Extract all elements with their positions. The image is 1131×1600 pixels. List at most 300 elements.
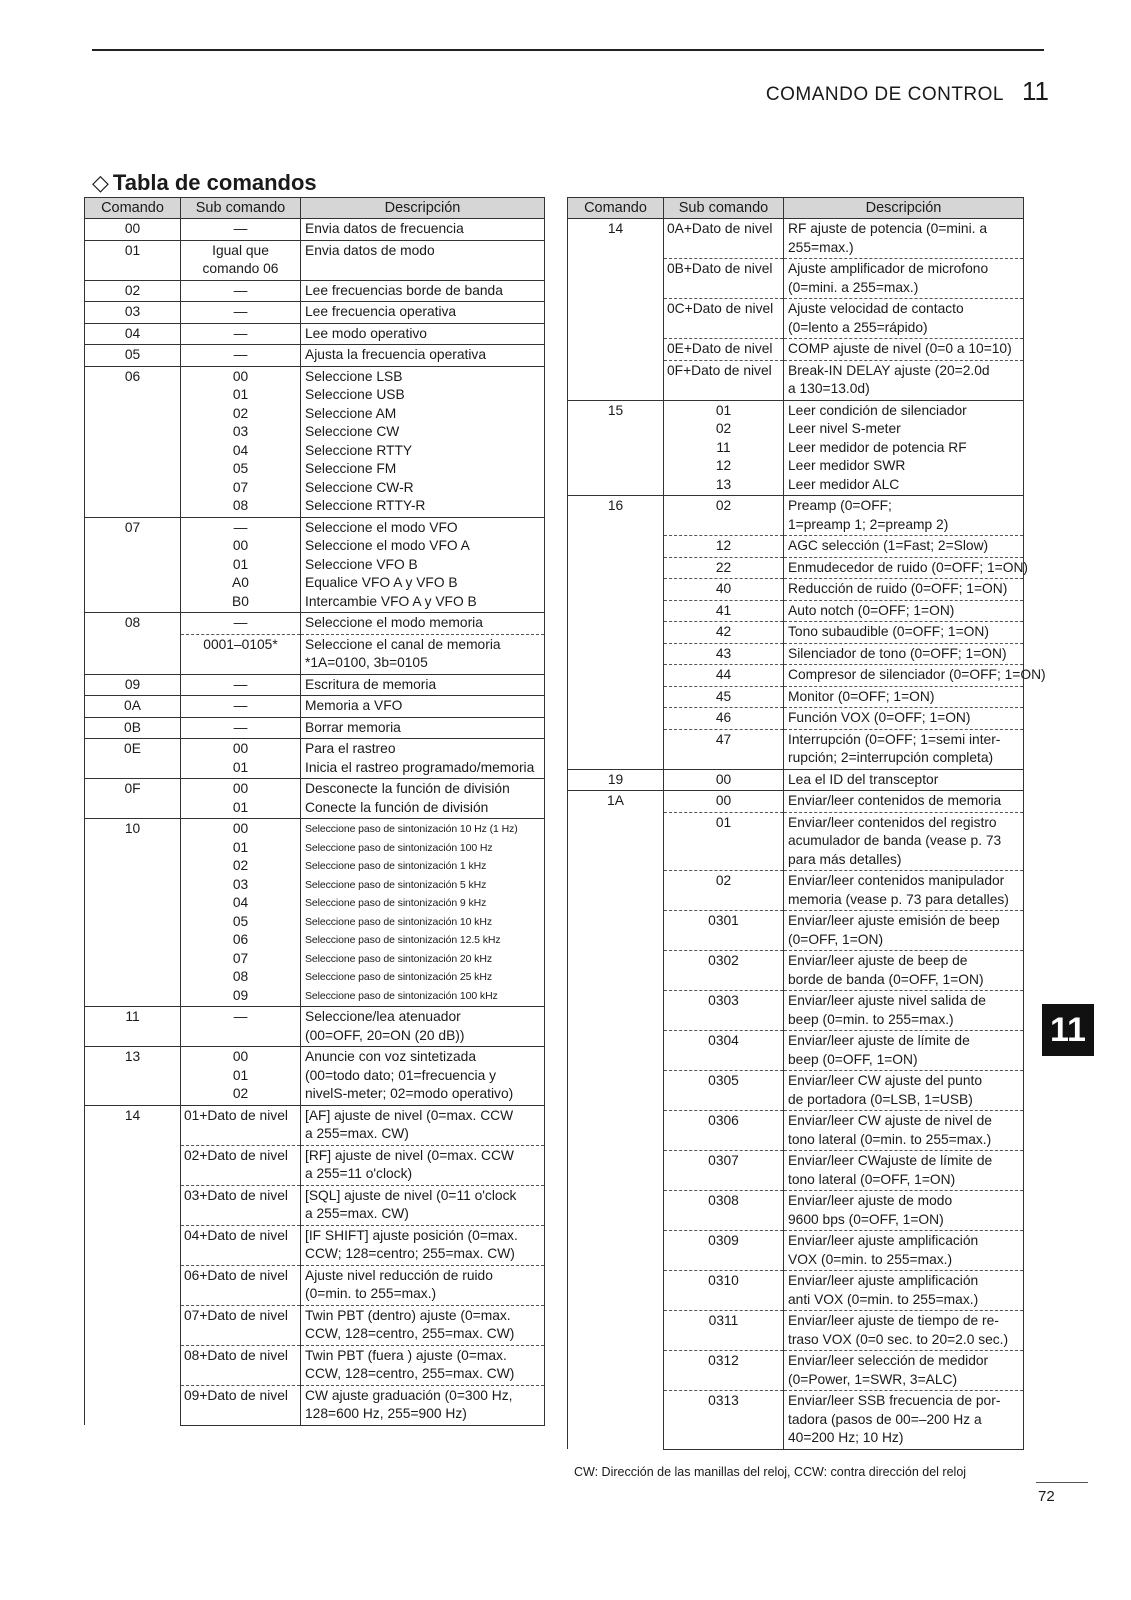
cell-line: a 255=max. CW) xyxy=(305,1126,409,1141)
description-cell xyxy=(784,400,1024,496)
cell-line: 06+Dato de nivel xyxy=(184,1267,288,1283)
cell-line: anti VOX (0=min. to 255=max.) xyxy=(788,1291,979,1307)
cell-line: Seleccione paso de sintonización 12.5 kHz xyxy=(305,934,501,946)
subcommand-cell xyxy=(181,1385,301,1425)
cell-line: (0=Power, 1=SWR, 3=ALC) xyxy=(788,1371,958,1387)
cell-line: — xyxy=(233,325,248,341)
table-row xyxy=(85,280,545,302)
cell-line: a 255=11 o'clock) xyxy=(305,1166,413,1181)
cell-line: Igual que xyxy=(212,242,269,258)
cell-line: Memoria a VFO xyxy=(305,698,403,713)
subcommand-cell xyxy=(664,1351,784,1391)
cell-line: [SQL] ajuste de nivel (0=11 o'clock xyxy=(305,1187,517,1203)
subcommand-cell xyxy=(181,613,301,635)
cell-line: Silenciador de tono (0=OFF; 1=ON) xyxy=(788,645,1007,661)
description-cell xyxy=(784,686,1024,708)
cell-line: 0310 xyxy=(708,1273,739,1288)
cell-line: Enviar/leer ajuste de beep de xyxy=(788,953,968,968)
subcommand-cell xyxy=(664,686,784,708)
cell-line: Seleccione paso de sintonización 100 kHz xyxy=(305,989,498,1002)
cell-line: 45 xyxy=(715,688,732,704)
description-cell xyxy=(784,871,1024,911)
cell-line: Monitor (0=OFF; 1=ON) xyxy=(788,688,935,704)
command-cell: 16 xyxy=(568,496,664,770)
cell-line: 42 xyxy=(715,624,732,639)
cell-line: Seleccione paso de sintonización 5 kHz xyxy=(305,878,487,891)
description-cell xyxy=(301,1007,545,1047)
cell-line: acumulador de banda (vease p. 73 xyxy=(788,833,1002,848)
subcommand-cell xyxy=(664,991,784,1031)
header-title: COMANDO DE CONTROL xyxy=(765,84,1004,105)
subcommand-cell xyxy=(664,579,784,601)
cell-line: Leer medidor SWR xyxy=(788,458,906,473)
subcommand-cell xyxy=(181,739,301,779)
cell-line: Lea el ID del transceptor xyxy=(788,771,939,787)
cell-line: 0303 xyxy=(708,993,739,1008)
cell-line: Enviar/leer CW ajuste del punto xyxy=(788,1073,983,1088)
description-cell xyxy=(301,345,545,367)
cell-line: Ajusta la frecuencia operativa xyxy=(305,347,486,362)
subcommand-cell xyxy=(181,1007,301,1047)
cell-line: 0301 xyxy=(708,913,739,928)
cell-line: 00 xyxy=(232,821,249,836)
cell-line: Enviar/leer SSB frecuencia de por- xyxy=(788,1393,1001,1408)
subcommand-cell xyxy=(664,622,784,644)
cell-line: 0B+Dato de nivel xyxy=(667,261,773,276)
description-cell xyxy=(784,259,1024,299)
command-cell: 1A xyxy=(568,791,664,1450)
subcommand-cell xyxy=(181,517,301,613)
cell-line: — xyxy=(233,347,248,362)
cell-line: Seleccione paso de sintonización 1 kHz xyxy=(305,860,487,872)
section-title xyxy=(92,170,317,196)
description-cell xyxy=(784,791,1024,813)
table-row xyxy=(85,674,545,696)
subcommand-cell xyxy=(181,323,301,345)
cell-line: memoria (vease p. 73 para detalles) xyxy=(788,891,1009,907)
column-header-description: Descripción xyxy=(784,198,1024,219)
cell-line: Envia datos de frecuencia xyxy=(305,221,464,236)
cell-line: 07 xyxy=(232,950,249,966)
cell-line: 04 xyxy=(232,895,249,910)
cell-line: Seleccione paso de sintonización 10 Hz (1 Hz) xyxy=(305,823,518,835)
subcommand-cell xyxy=(181,1265,301,1305)
table-row xyxy=(85,819,545,1007)
cell-line: Leer nivel S-meter xyxy=(788,421,901,436)
subcommand-cell xyxy=(181,240,301,280)
cell-line: Enviar/leer selección de medidor xyxy=(788,1353,989,1368)
cell-line: (0=OFF, 1=ON) xyxy=(788,931,884,947)
description-cell xyxy=(301,634,545,674)
description-cell xyxy=(784,991,1024,1031)
description-cell xyxy=(301,1047,545,1106)
table-row xyxy=(85,1105,545,1145)
subcommand-cell xyxy=(181,1185,301,1225)
table-row xyxy=(85,779,545,819)
cell-line: (00=OFF, 20=ON (20 dB)) xyxy=(305,1027,465,1043)
page-number: 72 xyxy=(1038,1488,1055,1505)
subcommand-cell xyxy=(664,496,784,536)
cell-line: CW ajuste graduación (0=300 Hz, xyxy=(305,1387,513,1403)
cell-line: Tono subaudible (0=OFF; 1=ON) xyxy=(788,624,989,639)
subcommand-cell xyxy=(181,280,301,302)
description-cell xyxy=(784,1271,1024,1311)
footnote: CW: Dirección de las manillas del reloj, CCW: contra dirección del reloj xyxy=(574,1465,967,1479)
cell-line: 08 xyxy=(232,498,249,513)
command-cell: 0E xyxy=(85,739,181,779)
description-cell xyxy=(301,674,545,696)
cell-line: 255=max.) xyxy=(788,239,854,255)
cell-line: Enviar/leer ajuste de tiempo de re- xyxy=(788,1313,999,1328)
subcommand-cell xyxy=(664,791,784,813)
command-cell: 09 xyxy=(85,674,181,696)
description-cell xyxy=(301,1145,545,1185)
description-cell xyxy=(784,1031,1024,1071)
cell-line: Seleccione VFO B xyxy=(305,556,418,572)
cell-line: 0001–0105* xyxy=(203,636,278,652)
cell-line: Seleccione USB xyxy=(305,387,405,402)
cell-line: 1=preamp 1; 2=preamp 2) xyxy=(788,516,949,532)
cell-line: Enviar/leer ajuste de límite de xyxy=(788,1033,970,1048)
cell-line: [RF] ajuste de nivel (0=max. CCW xyxy=(305,1147,514,1163)
cell-line: B0 xyxy=(232,593,249,609)
description-cell xyxy=(784,708,1024,730)
subcommand-cell xyxy=(664,259,784,299)
cell-line: 02 xyxy=(232,405,249,421)
table-row xyxy=(568,791,1024,813)
table-row xyxy=(85,366,545,517)
table-body-right xyxy=(568,219,1046,1450)
subcommand-cell xyxy=(181,779,301,819)
cell-line: 12 xyxy=(715,538,732,553)
subcommand-cell xyxy=(664,1191,784,1231)
cell-line: Leer condición de silenciador xyxy=(788,402,967,418)
cell-line: 00 xyxy=(715,771,732,787)
cell-line: CCW, 128=centro, 255=max. CW) xyxy=(305,1326,515,1341)
subcommand-cell xyxy=(664,729,784,769)
description-cell xyxy=(301,517,545,613)
cell-line: 0A+Dato de nivel xyxy=(667,221,773,236)
page-header xyxy=(766,76,1049,107)
cell-line: Seleccione LSB xyxy=(305,368,403,384)
description-cell xyxy=(784,951,1024,991)
cell-line: 11 xyxy=(716,439,731,455)
cell-line: Lee modo operativo xyxy=(305,325,427,341)
cell-line: 02 xyxy=(715,498,732,513)
cell-line: de portadora (0=LSB, 1=USB) xyxy=(788,1091,973,1107)
cell-line: 01 xyxy=(232,839,249,855)
cell-line: — xyxy=(233,519,248,535)
subcommand-cell xyxy=(664,1111,784,1151)
cell-line: Envia datos de modo xyxy=(305,242,435,258)
cell-line: Compresor de silenciador (0=OFF; 1=ON) xyxy=(788,667,1046,682)
cell-line: 0306 xyxy=(708,1113,739,1128)
cell-line: Reducción de ruido (0=OFF; 1=ON) xyxy=(788,581,1008,596)
cell-line: VOX (0=min. to 255=max.) xyxy=(788,1251,953,1267)
chapter-tab xyxy=(1042,1004,1094,1056)
cell-line: 0302 xyxy=(708,953,739,968)
cell-line: 0305 xyxy=(708,1073,739,1088)
description-cell xyxy=(784,812,1024,871)
cell-line: 06 xyxy=(232,932,249,947)
cell-line: Seleccione paso de sintonización 100 Hz xyxy=(305,841,493,854)
cell-line: Seleccione/lea atenuador xyxy=(305,1009,461,1024)
cell-line: Leer medidor ALC xyxy=(788,476,900,492)
subcommand-cell xyxy=(181,1345,301,1385)
cell-line: — xyxy=(233,698,248,713)
command-cell: 05 xyxy=(85,345,181,367)
cell-line: 01 xyxy=(232,556,249,572)
cell-line: Enviar/leer CW ajuste de nivel de xyxy=(788,1113,992,1128)
subcommand-cell xyxy=(664,536,784,558)
cell-line: Enviar/leer ajuste amplificación xyxy=(788,1233,979,1248)
command-cell: 08 xyxy=(85,613,181,675)
command-cell: 07 xyxy=(85,517,181,613)
table-row xyxy=(568,496,1024,536)
cell-line: Seleccione RTTY xyxy=(305,442,413,458)
column-header-command: Comando xyxy=(568,198,664,219)
description-cell xyxy=(301,219,545,241)
table-header-row xyxy=(568,198,1024,219)
cell-line: Auto notch (0=OFF; 1=ON) xyxy=(788,602,955,618)
cell-line: 0312 xyxy=(708,1353,739,1368)
command-cell: 0F xyxy=(85,779,181,819)
description-cell xyxy=(784,579,1024,601)
table-row xyxy=(568,769,1024,791)
subcommand-cell xyxy=(181,717,301,739)
cell-line: Enviar/leer contenidos de memoria xyxy=(788,793,1002,808)
cell-line: — xyxy=(233,304,248,319)
table-row xyxy=(85,323,545,345)
section-title-text: Tabla de comandos xyxy=(112,170,317,195)
cell-line: Enmudecedor de ruido (0=OFF; 1=ON) xyxy=(788,559,1029,575)
cell-line: Lee frecuencia operativa xyxy=(305,304,457,319)
cell-line: 01 xyxy=(232,387,249,402)
description-cell xyxy=(784,1351,1024,1391)
chapter-tab-label: 11 xyxy=(1050,1011,1086,1049)
cell-line: COMP ajuste de nivel (0=0 a 10=10) xyxy=(788,341,1012,356)
cell-line: 0E+Dato de nivel xyxy=(667,341,773,356)
cell-line: CCW, 128=centro, 255=max. CW) xyxy=(305,1366,515,1381)
cell-line: 03 xyxy=(232,424,249,439)
cell-line: Seleccione paso de sintonización 9 kHz xyxy=(305,897,487,909)
cell-line: Enviar/leer ajuste emisión de beep xyxy=(788,913,1000,928)
subcommand-cell xyxy=(664,339,784,361)
chapter-number: 11 xyxy=(1022,76,1049,106)
command-cell: 11 xyxy=(85,1007,181,1047)
cell-line: — xyxy=(233,282,248,298)
cell-line: 00 xyxy=(232,781,249,796)
cell-line: Enviar/leer ajuste de modo xyxy=(788,1193,953,1208)
cell-line: 00 xyxy=(232,368,249,384)
table-row xyxy=(85,240,545,280)
cell-line: 03 xyxy=(232,876,249,892)
description-cell xyxy=(301,240,545,280)
cell-line: Seleccione AM xyxy=(305,405,397,421)
table-row xyxy=(85,717,545,739)
description-cell xyxy=(301,302,545,324)
cell-line: 00 xyxy=(232,538,249,553)
description-cell xyxy=(784,665,1046,687)
cell-line: — xyxy=(233,676,248,692)
command-cell: 00 xyxy=(85,219,181,241)
command-cell: 0B xyxy=(85,717,181,739)
subcommand-cell xyxy=(181,1225,301,1265)
subcommand-cell xyxy=(664,299,784,339)
description-cell xyxy=(784,360,1024,400)
command-cell: 15 xyxy=(568,400,664,496)
cell-line: tono lateral (0=OFF, 1=ON) xyxy=(788,1171,956,1187)
description-cell xyxy=(784,1111,1024,1151)
command-cell: 03 xyxy=(85,302,181,324)
command-cell: 10 xyxy=(85,819,181,1007)
cell-line: Anuncie con voz sintetizada xyxy=(305,1049,477,1064)
description-cell xyxy=(784,299,1024,339)
description-cell xyxy=(784,1311,1024,1351)
cell-line: Enviar/leer ajuste amplificación xyxy=(788,1273,979,1288)
cell-line: Seleccione el modo VFO A xyxy=(305,538,470,553)
cell-line: 09+Dato de nivel xyxy=(184,1387,288,1403)
cell-line: Para el rastreo xyxy=(305,741,396,756)
description-cell xyxy=(301,717,545,739)
cell-line: 05 xyxy=(232,913,249,929)
description-cell xyxy=(784,911,1024,951)
command-cell: 0A xyxy=(85,696,181,718)
cell-line: 01+Dato de nivel xyxy=(184,1107,288,1123)
table-row xyxy=(85,345,545,367)
cell-line: — xyxy=(233,1009,248,1024)
cell-line: 44 xyxy=(715,667,732,682)
cell-line: Enviar/leer contenidos manipulador xyxy=(788,873,1005,888)
cell-line: Twin PBT (dentro) ajuste (0=max. xyxy=(305,1307,511,1323)
subcommand-cell xyxy=(181,819,301,1007)
description-cell xyxy=(301,1385,545,1425)
description-cell xyxy=(784,1071,1024,1111)
subcommand-cell xyxy=(181,345,301,367)
cell-line: (00=todo dato; 01=frecuencia y xyxy=(305,1067,496,1083)
cell-line: 00 xyxy=(715,793,732,808)
description-cell xyxy=(784,622,1024,644)
cell-line: 02 xyxy=(232,858,249,873)
cell-line: 0308 xyxy=(708,1193,739,1208)
cell-line: 00 xyxy=(232,1049,249,1064)
cell-line: 01 xyxy=(232,1067,249,1083)
cell-line: a 130=13.0d) xyxy=(788,381,870,396)
cell-line: Ajuste nivel reducción de ruido xyxy=(305,1267,493,1283)
cell-line: (0=lento a 255=rápido) xyxy=(788,319,928,335)
cell-line: a 255=max. CW) xyxy=(305,1206,409,1221)
cell-line: Seleccione paso de sintonización 20 kHz xyxy=(305,952,492,965)
cell-line: 128=600 Hz, 255=900 Hz) xyxy=(305,1406,467,1421)
cell-line: [AF] ajuste de nivel (0=max. CCW xyxy=(305,1107,514,1123)
subcommand-cell xyxy=(181,219,301,241)
cell-line: Break-IN DELAY ajuste (20=2.0d xyxy=(788,362,990,378)
column-header-subcommand: Sub comando xyxy=(664,198,784,219)
description-cell xyxy=(301,323,545,345)
subcommand-cell xyxy=(664,911,784,951)
description-cell xyxy=(784,496,1024,536)
table-row xyxy=(568,400,1024,496)
subcommand-cell xyxy=(664,1231,784,1271)
cell-line: beep (0=min. to 255=max.) xyxy=(788,1011,954,1027)
command-cell: 14 xyxy=(85,1105,181,1425)
subcommand-cell xyxy=(664,1311,784,1351)
cell-line: AGC selección (1=Fast; 2=Slow) xyxy=(788,538,989,553)
column-header-description: Descripción xyxy=(301,198,545,219)
description-cell xyxy=(301,779,545,819)
command-cell: 14 xyxy=(568,219,664,401)
cell-line: 0313 xyxy=(708,1393,739,1408)
page-number-rule xyxy=(1036,1482,1088,1483)
cell-line: 00 xyxy=(232,741,249,756)
description-cell xyxy=(301,280,545,302)
cell-line: Seleccione paso de sintonización 25 kHz xyxy=(305,971,492,983)
command-cell: 04 xyxy=(85,323,181,345)
description-cell xyxy=(784,1151,1024,1191)
cell-line: Borrar memoria xyxy=(305,719,401,735)
cell-line: Función VOX (0=OFF; 1=ON) xyxy=(788,710,971,725)
subcommand-cell xyxy=(664,557,784,579)
subcommand-cell xyxy=(664,1031,784,1071)
table-row xyxy=(85,302,545,324)
description-cell xyxy=(301,366,545,517)
cell-line: 22 xyxy=(715,559,732,575)
cell-line: (0=mini. a 255=max.) xyxy=(788,279,919,295)
subcommand-cell xyxy=(181,1047,301,1106)
diamond-icon: ◇ xyxy=(92,170,109,195)
column-header-subcommand: Sub comando xyxy=(181,198,301,219)
command-table-right xyxy=(567,197,1046,1450)
cell-line: Leer medidor de potencia RF xyxy=(788,439,967,455)
cell-line: Seleccione FM xyxy=(305,461,397,476)
subcommand-cell xyxy=(181,1145,301,1185)
subcommand-cell xyxy=(664,951,784,991)
cell-line: 0309 xyxy=(708,1233,739,1248)
cell-line: *1A=0100, 3b=0105 xyxy=(305,655,428,670)
command-cell: 13 xyxy=(85,1047,181,1106)
description-cell xyxy=(784,643,1024,665)
subcommand-cell xyxy=(664,600,784,622)
cell-line: 01 xyxy=(715,814,732,830)
subcommand-cell xyxy=(664,1391,784,1450)
cell-line: Lee frecuencias borde de banda xyxy=(305,282,503,298)
subcommand-cell xyxy=(664,219,784,259)
cell-line: Ajuste amplificador de microfono xyxy=(788,261,989,276)
table-row xyxy=(85,696,545,718)
description-cell xyxy=(784,339,1024,361)
cell-line: Conecte la función de división xyxy=(305,799,489,815)
cell-line: Enviar/leer CWajuste de límite de xyxy=(788,1153,993,1168)
cell-line: 02 xyxy=(232,1086,249,1101)
subcommand-cell xyxy=(181,696,301,718)
subcommand-cell xyxy=(664,1151,784,1191)
cell-line: 08 xyxy=(232,969,249,984)
cell-line: Equalice VFO A y VFO B xyxy=(305,575,458,590)
subcommand-cell xyxy=(664,1071,784,1111)
cell-line: RF ajuste de potencia (0=mini. a xyxy=(788,221,988,236)
cell-line: 07 xyxy=(232,479,249,495)
command-cell: 06 xyxy=(85,366,181,517)
cell-line: para más detalles) xyxy=(788,851,902,867)
description-cell xyxy=(784,1391,1024,1450)
table-body-left xyxy=(85,219,545,1426)
description-cell xyxy=(301,1185,545,1225)
cell-line: 46 xyxy=(715,710,732,725)
cell-line: 04 xyxy=(232,442,249,458)
cell-line: (0=min. to 255=max.) xyxy=(305,1286,437,1301)
description-cell xyxy=(301,819,545,1007)
cell-line: Seleccione CW xyxy=(305,424,400,439)
